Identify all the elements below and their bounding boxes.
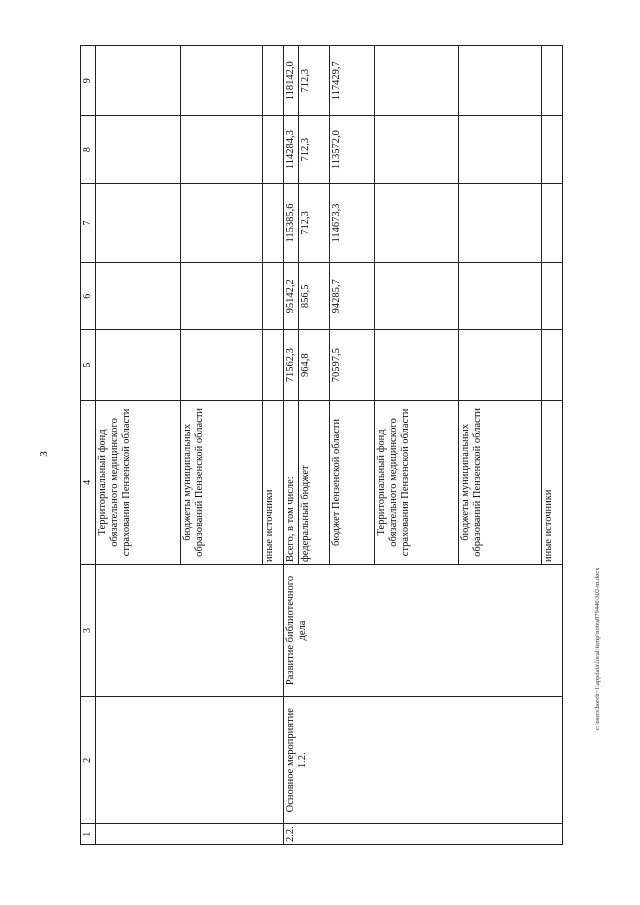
value-cell: 117429,7 [329, 46, 374, 116]
source-cell: Территориальный фонд обязательного медицинского страхования Пензенской области [374, 400, 459, 564]
value-cell: 114673,3 [329, 183, 374, 262]
value-cell: 94285,7 [329, 263, 374, 330]
header-cell: 1 [81, 824, 96, 845]
header-cell: 6 [81, 263, 96, 330]
value-cell: 964,8 [299, 330, 329, 400]
item-number: 2.2. [284, 824, 563, 845]
funding-table [80, 45, 563, 845]
header-cell: 9 [81, 46, 96, 116]
value-cell: 95142,2 [284, 263, 299, 330]
file-path-footer: c:\users\borch~1\appdata\local\temp\notes879446\302-m.docx [594, 567, 601, 730]
value-cell: 71562,3 [284, 330, 299, 400]
header-cell: 7 [81, 183, 96, 262]
header-row [81, 46, 96, 845]
cont-num-cell [96, 824, 284, 845]
value-cell: 113572,0 [329, 116, 374, 183]
header-cell: 8 [81, 116, 96, 183]
table-row [284, 46, 299, 845]
source-cell: бюджеты муниципальных образований Пензенской области [459, 400, 542, 564]
header-cell: 4 [81, 400, 96, 564]
source-cell: федеральный бюджет [299, 400, 329, 564]
table-row [96, 46, 181, 845]
value-cell: 856,5 [299, 263, 329, 330]
value-cell: 712,3 [299, 183, 329, 262]
value-cell: 114284,3 [284, 116, 299, 183]
item-goal: Развитие библиотечного дела [284, 565, 563, 697]
source-cell: бюджет Пензенской области [329, 400, 374, 564]
header-cell: 2 [81, 696, 96, 824]
funding-table-container [80, 45, 563, 845]
value-cell: 712,3 [299, 116, 329, 183]
value-cell: 118142,0 [284, 46, 299, 116]
value-cell: 115385,6 [284, 183, 299, 262]
value-cell: 70597,5 [329, 330, 374, 400]
page-number: 3 [38, 451, 50, 457]
header-cell: 5 [81, 330, 96, 400]
header-cell: 3 [81, 565, 96, 697]
source-cell: иные источники [263, 400, 284, 564]
source-cell: Всего, в том числе: [284, 400, 299, 564]
source-cell: Территориальный фонд обязательного медицинского страхования Пензенской области [96, 400, 181, 564]
item-name: Основное мероприятие 1.2. [284, 696, 563, 824]
source-cell: иные источники [541, 400, 562, 564]
value-cell: 712,3 [299, 46, 329, 116]
source-cell: бюджеты муниципальных образований Пензенской области [180, 400, 263, 564]
cont-goal-cell [96, 565, 284, 697]
cont-name-cell [96, 696, 284, 824]
